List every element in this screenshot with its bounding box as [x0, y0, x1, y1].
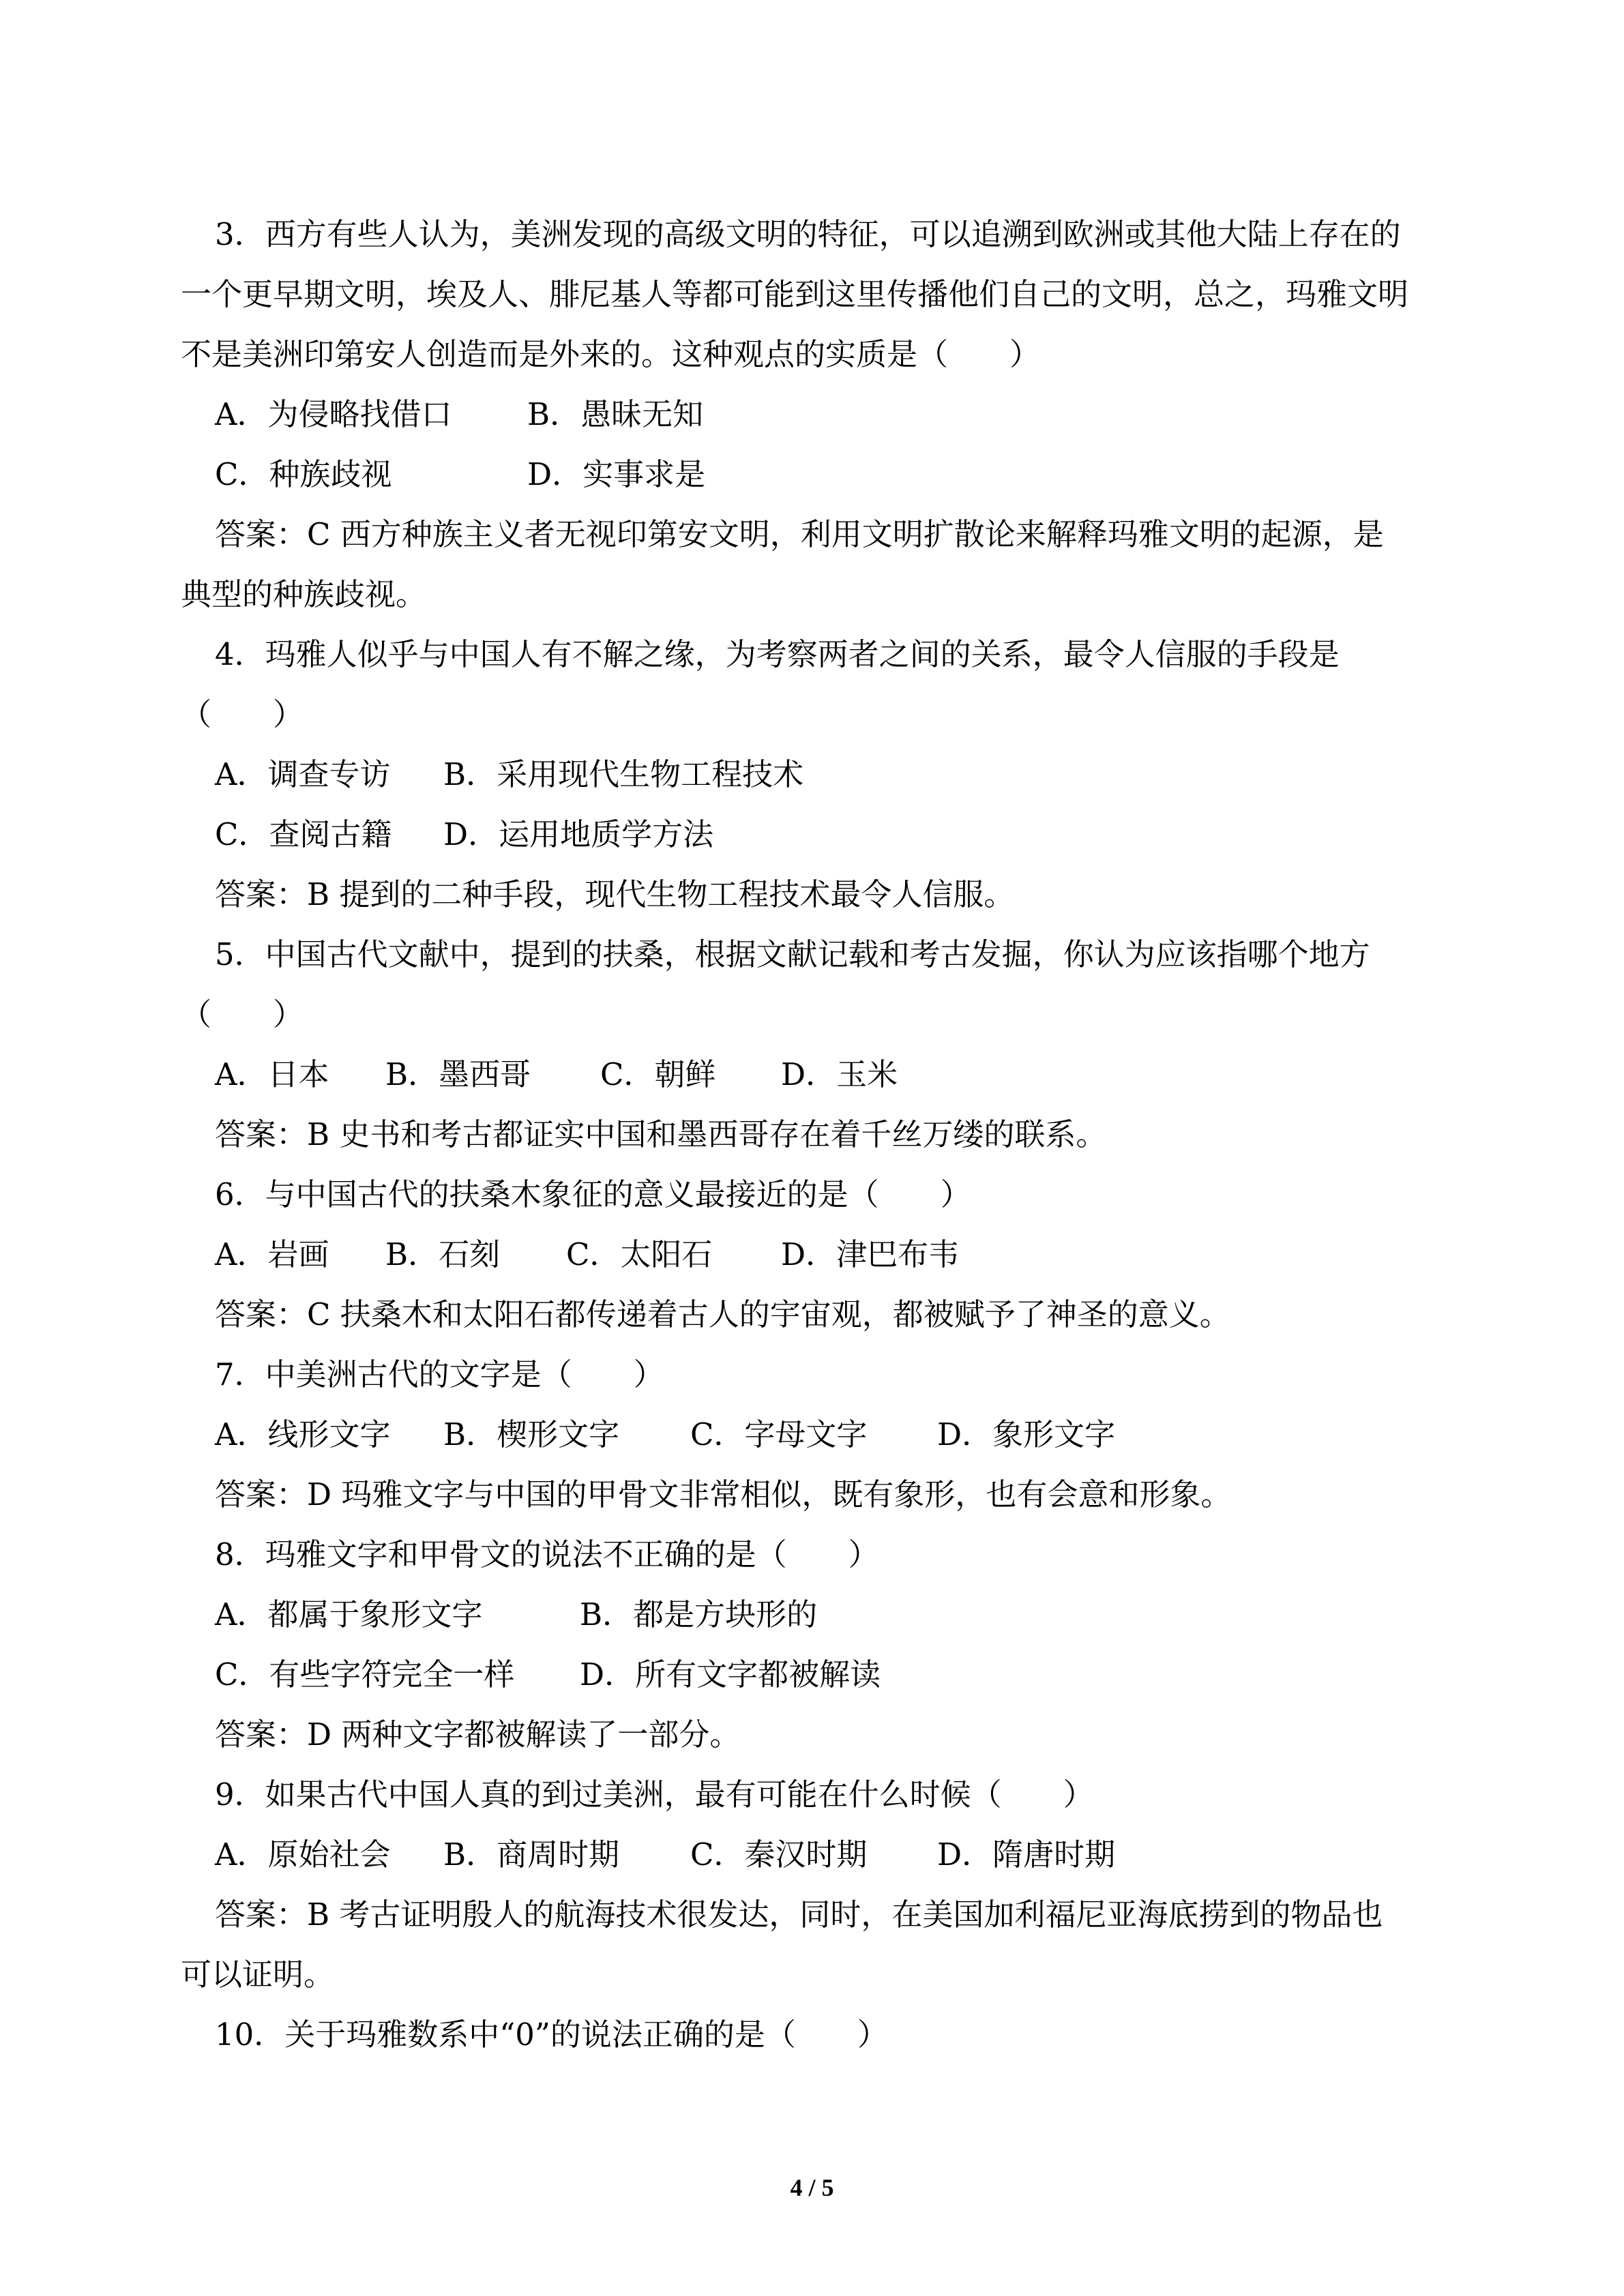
question-block	[181, 205, 1490, 625]
answer-option: C．字母文字	[690, 1416, 868, 1452]
question-stem-line: 一个更早期文明，埃及人、腓尼基人等都可能到这里传播他们自己的文明，总之，玛雅文明	[181, 276, 1409, 312]
answer-option: B．石刻	[385, 1236, 501, 1272]
option-row	[181, 1585, 1490, 1645]
question-stem-line: 不是美洲印第安人创造而是外来的。这种观点的实质是（ ）	[181, 336, 1041, 372]
answer-option: B．墨西哥	[385, 1056, 531, 1092]
answer-option: D．隋唐时期	[937, 1836, 1116, 1873]
answer-explanation-line: 答案：B 考古证明殷人的航海技术很发达，同时，在美国加利福尼亚海底捞到的物品也	[215, 1896, 1383, 1933]
answer-option: D．象形文字	[937, 1416, 1116, 1452]
answer-option: D．实事求是	[527, 456, 706, 492]
question-stem-line: 6．与中国古代的扶桑木象征的意义最接近的是（ ）	[215, 1176, 971, 1212]
answer-option: C．太阳石	[566, 1236, 713, 1272]
option-row	[181, 385, 1490, 445]
question-block	[181, 1765, 1490, 2005]
answer-option: A．为侵略找借口	[215, 396, 452, 432]
answer-explanation-line: 答案：D 玛雅文字与中国的甲骨文非常相似，既有象形，也有会意和形象。	[215, 1476, 1232, 1512]
answer-option: B．商周时期	[443, 1836, 620, 1873]
answer-option: C．查阅古籍	[215, 816, 392, 852]
question-block	[181, 1165, 1490, 1345]
page-number: 4 / 5	[790, 2174, 834, 2201]
answer-option: D．津巴布韦	[781, 1236, 960, 1272]
option-row	[181, 445, 1490, 505]
question-stem-line: 4．玛雅人似乎与中国人有不解之缘，为考察两者之间的关系，最令人信服的手段是	[215, 636, 1340, 672]
option-row	[181, 1825, 1490, 1885]
question-stem-line: 10．关于玛雅数系中“0”的说法正确的是（ ）	[215, 2016, 888, 2053]
option-row	[181, 1645, 1490, 1705]
answer-explanation-line: 答案：C 西方种族主义者无视印第安文明，利用文明扩散论来解释玛雅文明的起源，是	[215, 516, 1384, 552]
answer-option: C．秦汉时期	[690, 1836, 868, 1873]
answer-option: A．线形文字	[215, 1416, 391, 1452]
question-block	[181, 625, 1490, 925]
answer-option: B．楔形文字	[443, 1416, 620, 1452]
option-row	[181, 1405, 1490, 1465]
question-stem-line: （ ）	[181, 996, 304, 1032]
question-stem-line: 3．西方有些人认为，美洲发现的高级文明的特征，可以追溯到欧洲或其他大陆上存在的	[215, 216, 1401, 252]
question-list	[181, 205, 1490, 2065]
answer-explanation-line: 答案：D 两种文字都被解读了一部分。	[215, 1716, 741, 1753]
answer-option: B．愚昧无知	[527, 396, 704, 432]
answer-option: A．日本	[215, 1056, 329, 1092]
answer-option: C．朝鲜	[600, 1056, 716, 1092]
question-stem-line: 5．中国古代文献中，提到的扶桑，根据文献记载和考古发掘，你认为应该指哪个地方	[215, 936, 1370, 972]
answer-option: A．岩画	[215, 1236, 329, 1272]
question-stem-line: 9．如果古代中国人真的到过美洲，最有可能在什么时候（ ）	[215, 1776, 1094, 1813]
answer-explanation-line: 答案：B 提到的二种手段，现代生物工程技术最令人信服。	[215, 876, 1015, 912]
answer-option: B．都是方块形的	[580, 1596, 818, 1632]
answer-explanation-line: 答案：B 史书和考古都证实中国和墨西哥存在着千丝万缕的联系。	[215, 1116, 1107, 1152]
question-stem-line: （ ）	[181, 696, 304, 732]
answer-option: C．种族歧视	[215, 456, 392, 492]
answer-option: A．原始社会	[215, 1836, 391, 1873]
answer-option: A．都属于象形文字	[215, 1596, 483, 1632]
question-block	[181, 925, 1490, 1165]
answer-explanation-line: 典型的种族歧视。	[181, 576, 427, 612]
question-stem-line: 8．玛雅文字和甲骨文的说法不正确的是（ ）	[215, 1536, 879, 1572]
option-row	[181, 745, 1490, 805]
answer-option: B．采用现代生物工程技术	[443, 756, 804, 792]
answer-explanation-line: 可以证明。	[181, 1956, 335, 1993]
option-row	[181, 805, 1490, 865]
answer-option: C．有些字符完全一样	[215, 1656, 515, 1693]
question-block	[181, 2005, 1490, 2065]
answer-option: D．所有文字都被解读	[580, 1656, 881, 1693]
answer-option: D．玉米	[781, 1056, 898, 1092]
question-block	[181, 1345, 1490, 1525]
question-block	[181, 1525, 1490, 1765]
option-row	[181, 1225, 1490, 1285]
option-row	[181, 1045, 1490, 1105]
question-stem-line: 7．中美洲古代的文字是（ ）	[215, 1356, 664, 1392]
answer-option: D．运用地质学方法	[443, 816, 714, 852]
answer-explanation-line: 答案：C 扶桑木和太阳石都传递着古人的宇宙观，都被赋予了神圣的意义。	[215, 1296, 1230, 1332]
answer-option: A．调查专访	[215, 756, 391, 792]
